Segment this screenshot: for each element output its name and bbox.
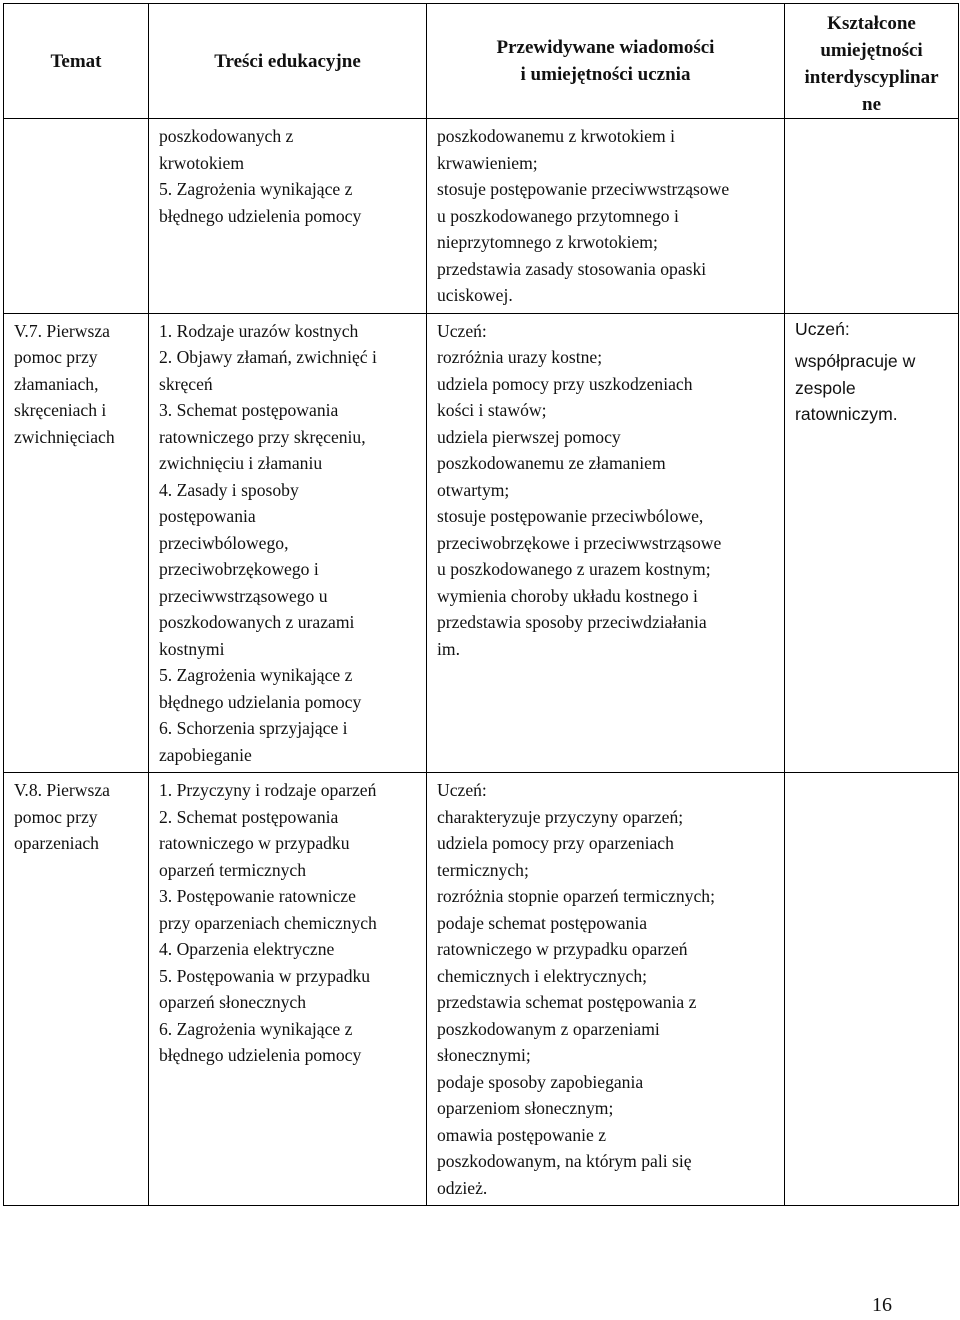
continuation-outcomes-cell [427, 119, 785, 314]
skills-cell-v8 [785, 773, 959, 1206]
text-line: wymienia choroby układu kostnego i [437, 585, 698, 606]
text-line: rozróżnia urazy kostne; [437, 347, 603, 367]
text-line: skręceniach i [14, 400, 107, 420]
text-line: ratowniczego przy skręceniu, [159, 426, 366, 447]
text-line: poszkodowanemu z krwotokiem i [437, 126, 675, 146]
text-line: pomoc przy [14, 806, 98, 827]
text-line: krwotokiem [159, 152, 245, 173]
text-line: ratowniczego w przypadku [159, 833, 350, 853]
text-line: podaje sposoby zapobiegania [437, 1071, 644, 1092]
text-line: 4. Zasady i sposoby [159, 479, 299, 500]
text-line: im. [437, 638, 460, 659]
text-line: przeciwobrzękowe i przeciwwstrząsowe [437, 532, 722, 553]
text-line: 5. Zagrożenia wynikające z [159, 179, 353, 199]
text-line: udziela pomocy przy uszkodzeniach [437, 373, 693, 394]
content-cell-v7 [149, 313, 427, 773]
text-line: udziela pomocy przy oparzeniach [437, 833, 674, 853]
text-line: kostnymi [159, 638, 225, 659]
curriculum-table [3, 3, 959, 1206]
text-line: oparzeniach [14, 833, 99, 853]
text-line: nieprzytomnego z krwotokiem; [437, 232, 658, 252]
text-line: poszkodowanych z [159, 126, 294, 146]
text-line: przy oparzeniach chemicznych [159, 912, 377, 933]
text-line: stosuje postępowanie przeciwbólowe, [437, 506, 704, 526]
text-line: oparzeń słonecznych [159, 992, 307, 1012]
text-line: oparzeń termicznych [159, 859, 307, 880]
text-line: krwawieniem; [437, 152, 538, 173]
text-line: skręceń [159, 373, 213, 394]
text-line: ratowniczym. [795, 404, 898, 424]
topic-cell-v7 [4, 313, 149, 773]
header-row [4, 4, 959, 119]
text-line: udziela pierwszej pomocy [437, 426, 621, 447]
text-line: Uczeń: [437, 320, 487, 341]
header-outcomes: Przewidywane wiadomości i umiejętności ucznia [427, 4, 785, 119]
text-line: uciskowej. [437, 285, 513, 305]
skills-cell-v7 [785, 313, 959, 773]
text-line: przeciwobrzękowego i [159, 559, 319, 579]
header-content: Treści edukacyjne [149, 4, 427, 119]
text-line: błędnego udzielania pomocy [159, 691, 362, 712]
text-line: V.8. Pierwsza [14, 780, 110, 800]
text-line: poszkodowanym z oparzeniami [437, 1018, 660, 1039]
text-line: omawia postępowanie z [437, 1124, 607, 1145]
text-line: współpracuje w [795, 351, 916, 371]
text-line: u poszkodowanego z urazem kostnym; [437, 559, 711, 579]
text-line: 2. Schemat postępowania [159, 806, 339, 827]
header-skills: Kształcone umiejętności interdyscyplinar ne [785, 4, 959, 119]
text-line: przedstawia zasady stosowania opaski [437, 258, 707, 279]
outcomes-cell-v7 [427, 313, 785, 773]
text-line: złamaniach, [14, 373, 99, 394]
text-line: 3. Schemat postępowania [159, 400, 339, 420]
text-line: charakteryzuje przyczyny oparzeń; [437, 806, 684, 827]
text-line: termicznych; [437, 859, 529, 880]
topic-row-v7 [4, 313, 959, 773]
text-line: 1. Rodzaje urazów kostnych [159, 320, 359, 341]
content-cell-v8 [149, 773, 427, 1206]
topic-row-v8 [4, 773, 959, 1206]
text-line: 2. Objawy złamań, zwichnięć i [159, 347, 377, 367]
text-line: błędnego udzielenia pomocy [159, 1045, 362, 1065]
text-line: słonecznymi; [437, 1045, 531, 1065]
text-line: 6. Schorzenia sprzyjające i [159, 718, 348, 738]
text-line: chemicznych i elektrycznych; [437, 965, 648, 986]
text-line: poszkodowanych z urazami [159, 612, 355, 632]
text-line: otwartym; [437, 479, 510, 500]
text-line: oparzeniom słonecznym; [437, 1098, 614, 1118]
text-line: 1. Przyczyny i rodzaje oparzeń [159, 780, 377, 800]
outcomes-cell-v8 [427, 773, 785, 1206]
continuation-skills-cell [785, 119, 959, 314]
text-line: przedstawia schemat postępowania z [437, 992, 697, 1012]
text-line: poszkodowanym, na którym pali się [437, 1151, 692, 1171]
text-line: kości i stawów; [437, 400, 547, 420]
text-line: przedstawia sposoby przeciwdziałania [437, 612, 707, 632]
text-line: 6. Zagrożenia wynikające z [159, 1018, 353, 1039]
text-line: zapobieganie [159, 744, 252, 765]
text-line: 5. Postępowania w przypadku [159, 965, 371, 986]
text-line: V.7. Pierwsza [14, 320, 110, 341]
text-line: Uczeń: [795, 318, 850, 339]
text-line: odzież. [437, 1177, 488, 1198]
text-line: 3. Postępowanie ratownicze [159, 886, 356, 906]
text-line: pomoc przy [14, 347, 98, 367]
text-line: stosuje postępowanie przeciwwstrząsowe [437, 179, 730, 199]
continuation-topic-cell [4, 119, 149, 314]
text-line: zwichnięciach [14, 426, 115, 447]
text-line: zespole [795, 377, 856, 398]
text-line: podaje schemat postępowania [437, 912, 648, 933]
text-line: 5. Zagrożenia wynikające z [159, 665, 353, 685]
text-line: u poszkodowanego przytomnego i [437, 205, 679, 226]
text-line: zwichnięciu i złamaniu [159, 453, 323, 473]
text-line: Uczeń: [437, 780, 487, 800]
text-line: postępowania [159, 506, 256, 526]
text-line: przeciwbólowego, [159, 532, 289, 553]
text-line: poszkodowanemu ze złamaniem [437, 453, 666, 473]
topic-cell-v8 [4, 773, 149, 1206]
text-line: przeciwwstrząsowego u [159, 585, 328, 606]
continuation-content-cell [149, 119, 427, 314]
text-line: ratowniczego w przypadku oparzeń [437, 939, 688, 959]
text-line: 4. Oparzenia elektryczne [159, 939, 335, 959]
text-line: rozróżnia stopnie oparzeń termicznych; [437, 886, 715, 906]
page-number: 16 [872, 1294, 892, 1316]
continuation-row [4, 119, 959, 314]
header-topic: Temat [4, 4, 149, 119]
text-line: błędnego udzielenia pomocy [159, 205, 362, 226]
